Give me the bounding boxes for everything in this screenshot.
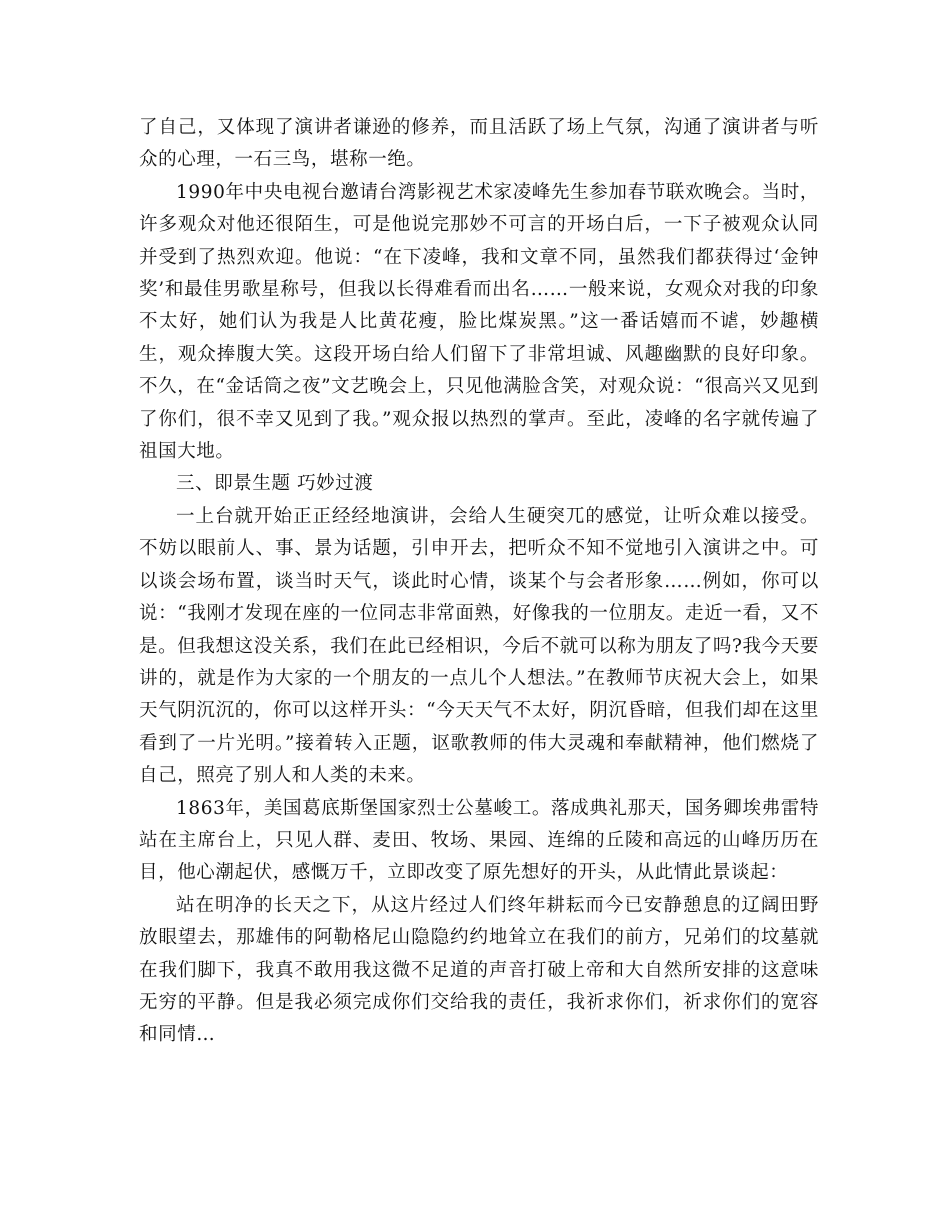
- paragraph-gettysburg: 1863年，美国葛底斯堡国家烈士公墓峻工。落成典礼那天，国务卿埃弗雷特站在主席台上，只见人群、麦田、牧场、果园、连绵的丘陵和高远的山峰历历在目，他心潮起伏，感慨万千，立即改变了原先想好的开头，从此情此景谈起：: [139, 797, 819, 884]
- paragraph-lingfeng-story: 1990年中央电视台邀请台湾影视艺术家凌峰先生参加春节联欢晚会。当时，许多观众对他还很陌生，可是他说完那妙不可言的开场白后，一下子被观众认同并受到了热烈欢迎。他说：“在下凌峰，我和文章不同，虽然我们都获得过‘金钟奖’和最佳男歌星称号，但我以长得难看而出名……一般来说，女观众对我的印象不太好，她们认为我是人比黄花瘦，脸比煤炭黑。”这一番话嬉而不谑，妙趣横生，观众捧腹大笑。这段开场白给人们留下了非常坦诚、风趣幽默的良好印象。不久，在“金话筒之夜”文艺晚会上，只见他满脸含笑，对观众说：“很高兴又见到了你们，很不幸又见到了我。”观众报以热烈的掌声。至此，凌峰的名字就传遍了祖国大地。: [139, 181, 819, 463]
- paragraph-quote-everett: 站在明净的长天之下，从这片经过人们终年耕耘而今已安静憩息的辽阔田野放眼望去，那雄伟的阿勒格尼山隐隐约约地耸立在我们的前方，兄弟们的坟墓就在我们脚下，我真不敢用我这微不足道的声音打破上帝和大自然所安排的这意味无穷的平静。但是我必须完成你们交给我的责任，我祈求你们，祈求你们的宽容和同情…: [139, 894, 819, 1046]
- document-body: [139, 112, 819, 1052]
- paragraph-continuation: 了自己，又体现了演讲者谦逊的修养，而且活跃了场上气氛，沟通了演讲者与听众的心理，一石三鸟，堪称一绝。: [139, 117, 819, 171]
- section-heading: 三、即景生题 巧妙过渡: [176, 473, 374, 495]
- paragraph-scene-topic: 一上台就开始正正经经地演讲，会给人生硬突兀的感觉，让听众难以接受。不妨以眼前人、事、景为话题，引申开去，把听众不知不觉地引入演讲之中。可以谈会场布置，谈当时天气，谈此时心情，谈某个与会者形象……例如，你可以说：“我刚才发现在座的一位同志非常面熟，好像我的一位朋友。走近一看，又不是。但我想这没关系，我们在此已经相识，今后不就可以称为朋友了吗?我今天要讲的，就是作为大家的一个朋友的一点儿个人想法。”在教师节庆祝大会上，如果天气阴沉沉的，你可以这样开头：“今天天气不太好，阴沉昏暗，但我们却在这里看到了一片光明。”接着转入正题，讴歌教师的伟大灵魂和奉献精神，他们燃烧了自己，照亮了别人和人类的未来。: [139, 505, 819, 787]
